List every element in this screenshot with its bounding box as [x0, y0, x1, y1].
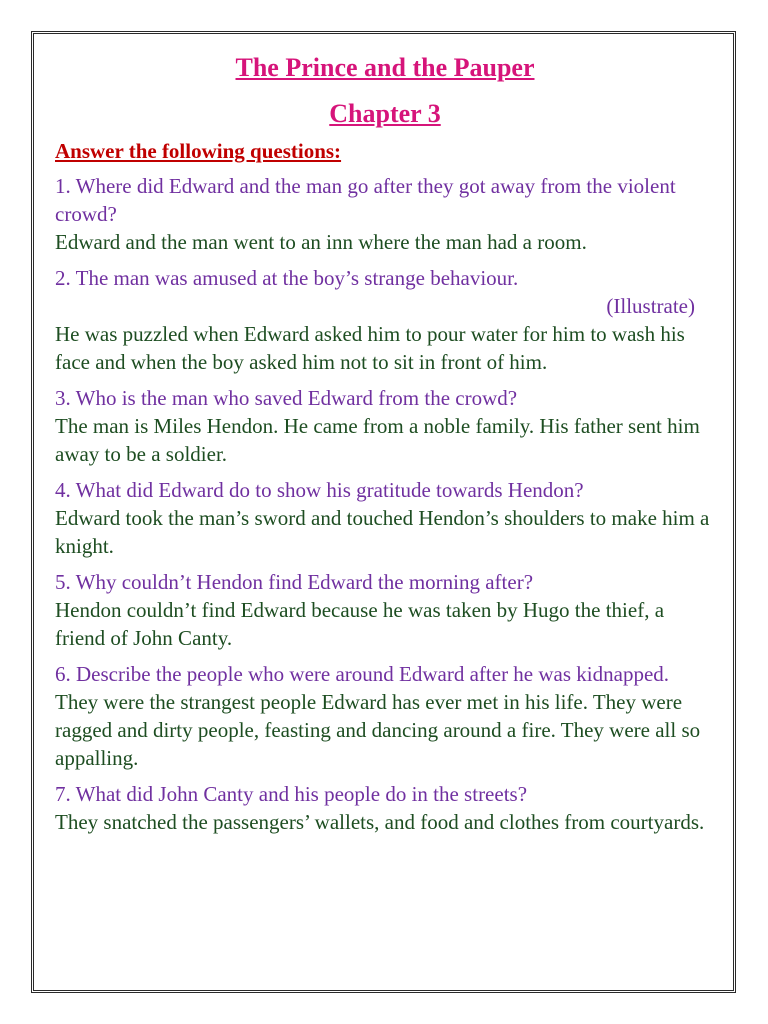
qa-item-6: [55, 660, 715, 772]
qa-item-7: [55, 780, 715, 836]
qa-item-5: [55, 568, 715, 652]
question-note: (Illustrate): [606, 294, 695, 318]
chapter-heading: Chapter 3: [329, 99, 441, 128]
answer-text: The man is Miles Hendon. He came from a noble family. His father sent him away to be a soldier.: [55, 414, 700, 466]
answer-text: Edward took the man’s sword and touched Hendon’s shoulders to make him a knight.: [55, 506, 710, 558]
qa-item-3: [55, 384, 715, 468]
document-title: The Prince and the Pauper: [235, 53, 535, 82]
question-text: 7. What did John Canty and his people do in the streets?: [55, 782, 528, 806]
question-text: 5. Why couldn’t Hendon find Edward the morning after?: [55, 570, 534, 594]
document-body: [55, 52, 715, 836]
question-text: 1. Where did Edward and the man go after they got away from the violent crowd?: [55, 174, 676, 226]
answer-text: Edward and the man went to an inn where the man had a room.: [55, 230, 587, 254]
instruction-heading: Answer the following questions:: [55, 139, 342, 163]
answer-text: They snatched the passengers’ wallets, and food and clothes from courtyards.: [55, 810, 705, 834]
question-text: 2. The man was amused at the boy’s strange behaviour.: [55, 266, 519, 290]
qa-item-2: [55, 264, 715, 376]
qa-item-4: [55, 476, 715, 560]
answer-text: He was puzzled when Edward asked him to pour water for him to wash his face and when the boy asked him not to sit in front of him.: [55, 322, 685, 374]
qa-item-1: [55, 172, 715, 256]
question-text: 6. Describe the people who were around Edward after he was kidnapped.: [55, 662, 670, 686]
question-text: 4. What did Edward do to show his gratitude towards Hendon?: [55, 478, 584, 502]
answer-text: Hendon couldn’t find Edward because he was taken by Hugo the thief, a friend of John Canty.: [55, 598, 665, 650]
question-text: 3. Who is the man who saved Edward from the crowd?: [55, 386, 518, 410]
answer-text: They were the strangest people Edward has ever met in his life. They were ragged and dirty people, feasting and dancing around a fire. They were all so appalling.: [55, 690, 701, 770]
